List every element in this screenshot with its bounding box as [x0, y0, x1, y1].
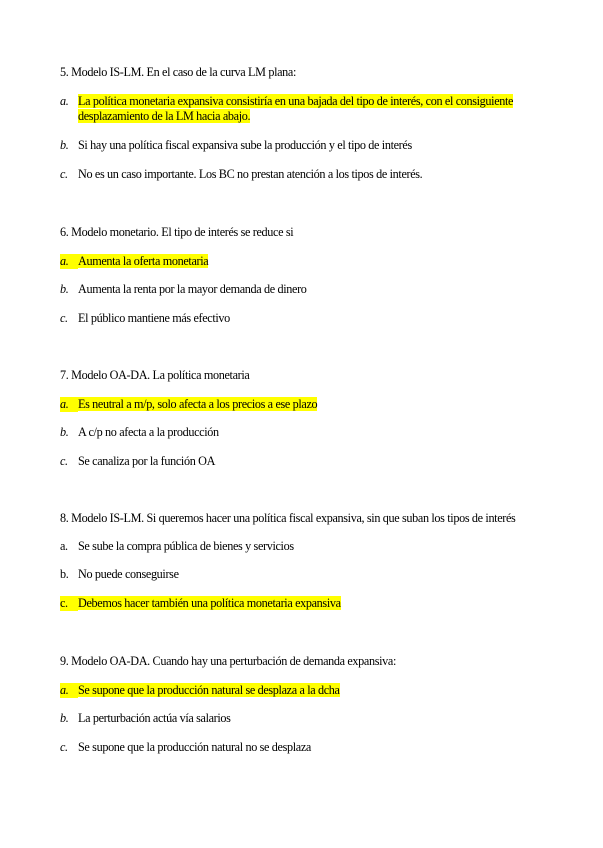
option-label: a.	[60, 94, 69, 108]
option-c	[60, 740, 580, 755]
option-c	[60, 596, 580, 611]
option-label: c.	[60, 596, 78, 611]
question-title: 8. Modelo IS-LM. Si queremos hacer una política fiscal expansiva, sin que suban los tipos de interés	[60, 511, 516, 525]
question-5	[60, 65, 580, 181]
highlighted-answer: Se supone que la producción natural se desplaza a la dcha	[78, 683, 340, 697]
highlighted-answer: Es neutral a m/p, solo afecta a los precios a ese plazo	[78, 397, 318, 411]
question-8	[60, 511, 580, 610]
highlighted-answer: Debemos hacer también una política monetaria expansiva	[78, 596, 341, 610]
question-title: 7. Modelo OA-DA. La política monetaria	[60, 368, 250, 382]
option-label: b.	[60, 711, 69, 725]
option-label: a.	[60, 254, 78, 269]
option-b	[60, 138, 580, 153]
option-label: b.	[60, 425, 69, 439]
option-text: Si hay una política fiscal expansiva sube la producción y el tipo de interés	[78, 138, 412, 152]
option-label: a.	[60, 397, 78, 412]
option-c	[60, 167, 580, 182]
option-label: a.	[60, 539, 68, 553]
question-6	[60, 225, 580, 325]
option-a	[60, 539, 580, 554]
option-text: No es un caso importante. Los BC no prestan atención a los tipos de interés.	[78, 167, 423, 181]
option-label: c.	[60, 740, 68, 754]
option-label: c.	[60, 311, 68, 325]
highlighted-answer: Aumenta la oferta monetaria	[78, 254, 209, 268]
question-7	[60, 368, 580, 468]
option-b	[60, 711, 580, 726]
option-text	[78, 94, 580, 124]
option-label: b.	[60, 567, 69, 581]
question-title: 9. Modelo OA-DA. Cuando hay una perturbación de demanda expansiva:	[60, 654, 396, 668]
option-text: Se supone que la producción natural no se desplaza	[78, 740, 311, 754]
option-a	[60, 683, 580, 698]
option-label: c.	[60, 167, 68, 181]
option-text: Aumenta la renta por la mayor demanda de dinero	[78, 282, 307, 296]
option-label: b.	[60, 138, 69, 152]
option-text: El público mantiene más efectivo	[78, 311, 230, 325]
option-text: Se sube la compra pública de bienes y servicios	[78, 539, 294, 553]
option-a	[60, 254, 580, 269]
option-label: c.	[60, 454, 68, 468]
option-c	[60, 454, 580, 469]
highlighted-answer-line: La política monetaria expansiva consistiría en una bajada del tipo de interés, con el consiguiente	[78, 94, 514, 108]
question-title: 6. Modelo monetario. El tipo de interés se reduce si	[60, 225, 294, 239]
option-label: b.	[60, 282, 69, 296]
option-text: No puede conseguirse	[78, 567, 179, 581]
question-9	[60, 654, 580, 754]
option-b	[60, 282, 580, 297]
option-text: Se canaliza por la función OA	[78, 454, 216, 468]
option-a	[60, 94, 580, 124]
option-b	[60, 567, 580, 582]
option-c	[60, 311, 580, 326]
question-title: 5. Modelo IS-LM. En el caso de la curva LM plana:	[60, 65, 297, 79]
option-text: A c/p no afecta a la producción	[78, 425, 219, 439]
highlighted-answer-line: desplazamiento de la LM hacia abajo.	[78, 109, 251, 123]
option-label: a.	[60, 683, 78, 698]
option-text: La perturbación actúa vía salarios	[78, 711, 231, 725]
option-b	[60, 425, 580, 440]
option-a	[60, 397, 580, 412]
